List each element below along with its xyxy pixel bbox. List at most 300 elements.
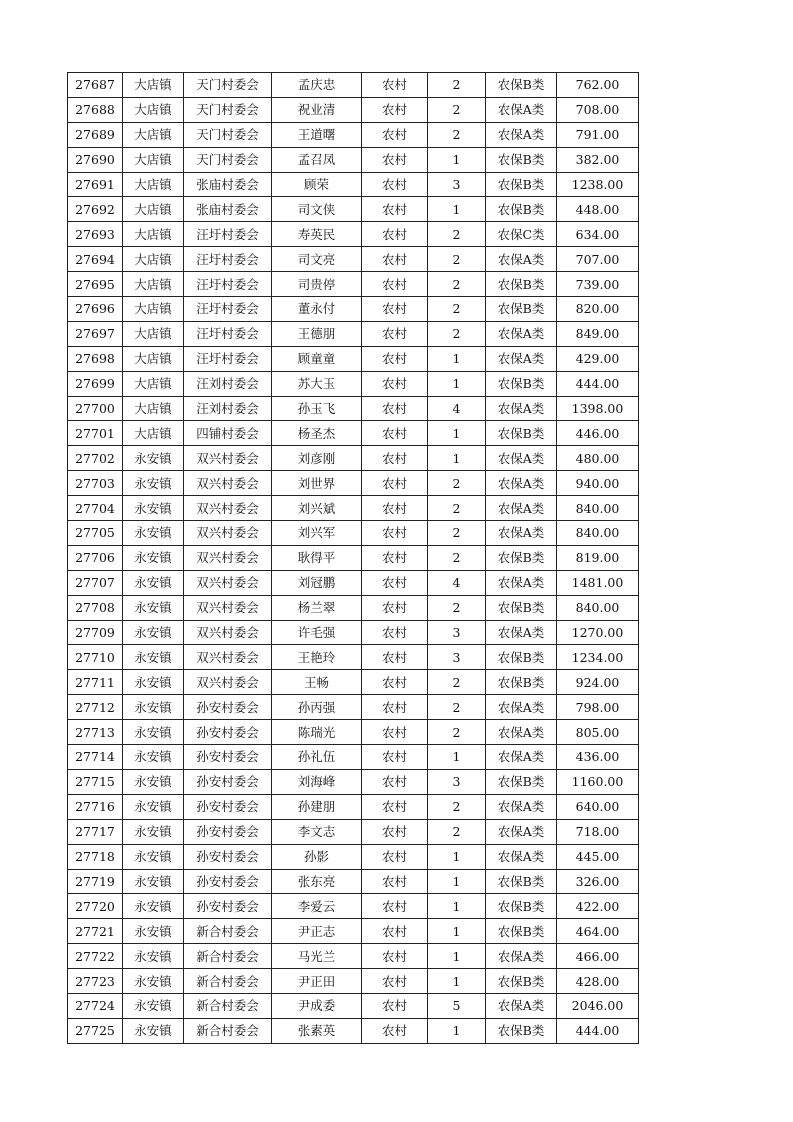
table-row [68, 172, 639, 197]
person-name-cell: 寿英民 [272, 222, 362, 247]
village-cell: 双兴村委会 [184, 570, 272, 595]
insurance-class-cell: 农保A类 [486, 944, 557, 969]
household-count-cell: 2 [428, 97, 486, 122]
area-type-cell: 农村 [362, 222, 428, 247]
amount-cell: 382.00 [557, 147, 639, 172]
person-name-cell: 孙建朋 [272, 794, 362, 819]
village-cell: 汪圩村委会 [184, 297, 272, 322]
town-cell: 永安镇 [123, 595, 184, 620]
area-type-cell: 农村 [362, 197, 428, 222]
table-row [68, 545, 639, 570]
amount-cell: 708.00 [557, 97, 639, 122]
town-cell: 大店镇 [123, 297, 184, 322]
household-count-cell: 1 [428, 844, 486, 869]
insurance-class-cell: 农保A类 [486, 521, 557, 546]
area-type-cell: 农村 [362, 794, 428, 819]
amount-cell: 1234.00 [557, 645, 639, 670]
row-id-cell: 27689 [68, 122, 123, 147]
row-id-cell: 27723 [68, 969, 123, 994]
village-cell: 孙安村委会 [184, 869, 272, 894]
insurance-class-cell: 农保B类 [486, 1018, 557, 1043]
row-id-cell: 27722 [68, 944, 123, 969]
table-row [68, 769, 639, 794]
amount-cell: 924.00 [557, 670, 639, 695]
insurance-class-cell: 农保A类 [486, 446, 557, 471]
person-name-cell: 王道曙 [272, 122, 362, 147]
row-id-cell: 27690 [68, 147, 123, 172]
village-cell: 新合村委会 [184, 993, 272, 1018]
person-name-cell: 刘兴斌 [272, 496, 362, 521]
amount-cell: 819.00 [557, 545, 639, 570]
area-type-cell: 农村 [362, 297, 428, 322]
table-row [68, 321, 639, 346]
insurance-class-cell: 农保B类 [486, 894, 557, 919]
amount-cell: 428.00 [557, 969, 639, 994]
person-name-cell: 司贵停 [272, 272, 362, 297]
town-cell: 大店镇 [123, 321, 184, 346]
household-count-cell: 3 [428, 620, 486, 645]
amount-cell: 436.00 [557, 745, 639, 770]
insurance-class-cell: 农保A类 [486, 496, 557, 521]
town-cell: 永安镇 [123, 844, 184, 869]
insurance-class-cell: 农保A类 [486, 720, 557, 745]
amount-cell: 840.00 [557, 496, 639, 521]
village-cell: 汪圩村委会 [184, 346, 272, 371]
amount-cell: 805.00 [557, 720, 639, 745]
amount-cell: 640.00 [557, 794, 639, 819]
town-cell: 永安镇 [123, 446, 184, 471]
table-row [68, 745, 639, 770]
person-name-cell: 孙影 [272, 844, 362, 869]
household-count-cell: 2 [428, 670, 486, 695]
household-count-cell: 2 [428, 297, 486, 322]
table-row [68, 222, 639, 247]
household-count-cell: 1 [428, 446, 486, 471]
table-row [68, 894, 639, 919]
town-cell: 永安镇 [123, 794, 184, 819]
table-row [68, 346, 639, 371]
village-cell: 双兴村委会 [184, 595, 272, 620]
person-name-cell: 杨圣杰 [272, 421, 362, 446]
table-row [68, 122, 639, 147]
amount-cell: 464.00 [557, 919, 639, 944]
amount-cell: 940.00 [557, 471, 639, 496]
household-count-cell: 1 [428, 147, 486, 172]
amount-cell: 1481.00 [557, 570, 639, 595]
insurance-class-cell: 农保B类 [486, 869, 557, 894]
person-name-cell: 顾荣 [272, 172, 362, 197]
area-type-cell: 农村 [362, 521, 428, 546]
person-name-cell: 刘冠鹏 [272, 570, 362, 595]
town-cell: 永安镇 [123, 819, 184, 844]
amount-cell: 2046.00 [557, 993, 639, 1018]
village-cell: 张庙村委会 [184, 172, 272, 197]
table-row [68, 844, 639, 869]
insurance-class-cell: 农保A类 [486, 745, 557, 770]
insurance-class-cell: 农保A类 [486, 321, 557, 346]
table-row [68, 570, 639, 595]
area-type-cell: 农村 [362, 371, 428, 396]
household-count-cell: 2 [428, 73, 486, 98]
person-name-cell: 张素英 [272, 1018, 362, 1043]
area-type-cell: 农村 [362, 944, 428, 969]
town-cell: 大店镇 [123, 346, 184, 371]
amount-cell: 739.00 [557, 272, 639, 297]
area-type-cell: 农村 [362, 894, 428, 919]
household-count-cell: 1 [428, 197, 486, 222]
village-cell: 双兴村委会 [184, 645, 272, 670]
insurance-class-cell: 农保A类 [486, 97, 557, 122]
town-cell: 大店镇 [123, 247, 184, 272]
amount-cell: 849.00 [557, 321, 639, 346]
household-count-cell: 1 [428, 1018, 486, 1043]
household-count-cell: 2 [428, 122, 486, 147]
row-id-cell: 27717 [68, 819, 123, 844]
row-id-cell: 27712 [68, 695, 123, 720]
household-count-cell: 3 [428, 769, 486, 794]
row-id-cell: 27713 [68, 720, 123, 745]
row-id-cell: 27695 [68, 272, 123, 297]
household-count-cell: 2 [428, 496, 486, 521]
table-row [68, 944, 639, 969]
person-name-cell: 刘海峰 [272, 769, 362, 794]
insurance-class-cell: 农保B类 [486, 919, 557, 944]
row-id-cell: 27701 [68, 421, 123, 446]
row-id-cell: 27697 [68, 321, 123, 346]
row-id-cell: 27705 [68, 521, 123, 546]
person-name-cell: 孙礼伍 [272, 745, 362, 770]
table-row [68, 73, 639, 98]
table-row [68, 446, 639, 471]
village-cell: 孙安村委会 [184, 794, 272, 819]
amount-cell: 444.00 [557, 371, 639, 396]
person-name-cell: 司文亮 [272, 247, 362, 272]
village-cell: 孙安村委会 [184, 844, 272, 869]
household-count-cell: 1 [428, 944, 486, 969]
row-id-cell: 27716 [68, 794, 123, 819]
town-cell: 永安镇 [123, 471, 184, 496]
person-name-cell: 李爱云 [272, 894, 362, 919]
person-name-cell: 陈瑞光 [272, 720, 362, 745]
town-cell: 大店镇 [123, 172, 184, 197]
table-row [68, 794, 639, 819]
insurance-class-cell: 农保B类 [486, 272, 557, 297]
town-cell: 大店镇 [123, 396, 184, 421]
area-type-cell: 农村 [362, 670, 428, 695]
village-cell: 双兴村委会 [184, 496, 272, 521]
village-cell: 双兴村委会 [184, 521, 272, 546]
village-cell: 新合村委会 [184, 944, 272, 969]
insurance-class-cell: 农保B类 [486, 73, 557, 98]
area-type-cell: 农村 [362, 471, 428, 496]
table-row [68, 247, 639, 272]
village-cell: 天门村委会 [184, 147, 272, 172]
village-cell: 汪圩村委会 [184, 247, 272, 272]
insurance-class-cell: 农保B类 [486, 197, 557, 222]
table-row [68, 371, 639, 396]
person-name-cell: 杨兰翠 [272, 595, 362, 620]
household-count-cell: 1 [428, 869, 486, 894]
table-row [68, 620, 639, 645]
area-type-cell: 农村 [362, 247, 428, 272]
area-type-cell: 农村 [362, 595, 428, 620]
person-name-cell: 董永付 [272, 297, 362, 322]
person-name-cell: 耿得平 [272, 545, 362, 570]
village-cell: 孙安村委会 [184, 894, 272, 919]
insurance-class-cell: 农保B类 [486, 645, 557, 670]
town-cell: 永安镇 [123, 496, 184, 521]
area-type-cell: 农村 [362, 346, 428, 371]
village-cell: 汪圩村委会 [184, 222, 272, 247]
row-id-cell: 27725 [68, 1018, 123, 1043]
table-row [68, 720, 639, 745]
table-row [68, 97, 639, 122]
village-cell: 汪圩村委会 [184, 272, 272, 297]
table-row [68, 993, 639, 1018]
household-count-cell: 2 [428, 819, 486, 844]
area-type-cell: 农村 [362, 695, 428, 720]
town-cell: 永安镇 [123, 720, 184, 745]
village-cell: 孙安村委会 [184, 720, 272, 745]
amount-cell: 466.00 [557, 944, 639, 969]
table-row [68, 297, 639, 322]
town-cell: 永安镇 [123, 869, 184, 894]
household-count-cell: 4 [428, 396, 486, 421]
row-id-cell: 27718 [68, 844, 123, 869]
person-name-cell: 张东亮 [272, 869, 362, 894]
village-cell: 四铺村委会 [184, 421, 272, 446]
area-type-cell: 农村 [362, 97, 428, 122]
amount-cell: 798.00 [557, 695, 639, 720]
area-type-cell: 农村 [362, 321, 428, 346]
town-cell: 永安镇 [123, 545, 184, 570]
area-type-cell: 农村 [362, 620, 428, 645]
person-name-cell: 祝业清 [272, 97, 362, 122]
table-row [68, 969, 639, 994]
table-row [68, 521, 639, 546]
amount-cell: 480.00 [557, 446, 639, 471]
household-count-cell: 1 [428, 894, 486, 919]
amount-cell: 326.00 [557, 869, 639, 894]
insurance-class-cell: 农保A类 [486, 620, 557, 645]
household-count-cell: 1 [428, 969, 486, 994]
amount-cell: 448.00 [557, 197, 639, 222]
row-id-cell: 27692 [68, 197, 123, 222]
household-count-cell: 2 [428, 695, 486, 720]
household-count-cell: 2 [428, 521, 486, 546]
row-id-cell: 27714 [68, 745, 123, 770]
table-row [68, 819, 639, 844]
amount-cell: 791.00 [557, 122, 639, 147]
table-row [68, 471, 639, 496]
household-count-cell: 1 [428, 346, 486, 371]
household-count-cell: 2 [428, 720, 486, 745]
area-type-cell: 农村 [362, 570, 428, 595]
town-cell: 永安镇 [123, 769, 184, 794]
town-cell: 大店镇 [123, 222, 184, 247]
village-cell: 汪刘村委会 [184, 371, 272, 396]
household-count-cell: 1 [428, 745, 486, 770]
amount-cell: 1398.00 [557, 396, 639, 421]
insurance-class-cell: 农保B类 [486, 371, 557, 396]
person-name-cell: 苏大玉 [272, 371, 362, 396]
row-id-cell: 27710 [68, 645, 123, 670]
household-count-cell: 1 [428, 371, 486, 396]
table-row [68, 869, 639, 894]
person-name-cell: 刘兴军 [272, 521, 362, 546]
table-row [68, 695, 639, 720]
household-count-cell: 5 [428, 993, 486, 1018]
village-cell: 双兴村委会 [184, 545, 272, 570]
town-cell: 永安镇 [123, 695, 184, 720]
insurance-class-cell: 农保A类 [486, 396, 557, 421]
insurance-class-cell: 农保A类 [486, 794, 557, 819]
records-table [67, 72, 639, 1044]
insurance-class-cell: 农保B类 [486, 670, 557, 695]
insurance-class-cell: 农保C类 [486, 222, 557, 247]
area-type-cell: 农村 [362, 421, 428, 446]
village-cell: 新合村委会 [184, 919, 272, 944]
household-count-cell: 2 [428, 471, 486, 496]
insurance-class-cell: 农保B类 [486, 595, 557, 620]
area-type-cell: 农村 [362, 720, 428, 745]
table-row [68, 670, 639, 695]
amount-cell: 1270.00 [557, 620, 639, 645]
person-name-cell: 司文侠 [272, 197, 362, 222]
insurance-class-cell: 农保B类 [486, 421, 557, 446]
insurance-class-cell: 农保A类 [486, 122, 557, 147]
household-count-cell: 1 [428, 421, 486, 446]
town-cell: 永安镇 [123, 993, 184, 1018]
area-type-cell: 农村 [362, 147, 428, 172]
amount-cell: 840.00 [557, 521, 639, 546]
table-row [68, 147, 639, 172]
town-cell: 大店镇 [123, 73, 184, 98]
row-id-cell: 27721 [68, 919, 123, 944]
insurance-class-cell: 农保B类 [486, 769, 557, 794]
village-cell: 新合村委会 [184, 1018, 272, 1043]
row-id-cell: 27720 [68, 894, 123, 919]
area-type-cell: 农村 [362, 496, 428, 521]
area-type-cell: 农村 [362, 745, 428, 770]
person-name-cell: 顾童童 [272, 346, 362, 371]
town-cell: 大店镇 [123, 421, 184, 446]
household-count-cell: 1 [428, 919, 486, 944]
area-type-cell: 农村 [362, 272, 428, 297]
person-name-cell: 尹正志 [272, 919, 362, 944]
village-cell: 双兴村委会 [184, 446, 272, 471]
amount-cell: 446.00 [557, 421, 639, 446]
row-id-cell: 27707 [68, 570, 123, 595]
household-count-cell: 2 [428, 794, 486, 819]
village-cell: 双兴村委会 [184, 670, 272, 695]
person-name-cell: 李文志 [272, 819, 362, 844]
person-name-cell: 王艳玲 [272, 645, 362, 670]
amount-cell: 762.00 [557, 73, 639, 98]
insurance-class-cell: 农保A类 [486, 819, 557, 844]
village-cell: 孙安村委会 [184, 819, 272, 844]
village-cell: 天门村委会 [184, 97, 272, 122]
insurance-class-cell: 农保A类 [486, 471, 557, 496]
person-name-cell: 孟庆忠 [272, 73, 362, 98]
household-count-cell: 2 [428, 222, 486, 247]
person-name-cell: 刘彦刚 [272, 446, 362, 471]
village-cell: 天门村委会 [184, 73, 272, 98]
village-cell: 孙安村委会 [184, 769, 272, 794]
amount-cell: 840.00 [557, 595, 639, 620]
area-type-cell: 农村 [362, 396, 428, 421]
area-type-cell: 农村 [362, 172, 428, 197]
row-id-cell: 27708 [68, 595, 123, 620]
person-name-cell: 孙玉飞 [272, 396, 362, 421]
table-row [68, 496, 639, 521]
table-row [68, 1018, 639, 1043]
row-id-cell: 27704 [68, 496, 123, 521]
person-name-cell: 孙丙强 [272, 695, 362, 720]
village-cell: 天门村委会 [184, 122, 272, 147]
row-id-cell: 27719 [68, 869, 123, 894]
amount-cell: 1238.00 [557, 172, 639, 197]
amount-cell: 820.00 [557, 297, 639, 322]
town-cell: 大店镇 [123, 197, 184, 222]
person-name-cell: 王畅 [272, 670, 362, 695]
insurance-class-cell: 农保A类 [486, 844, 557, 869]
row-id-cell: 27711 [68, 670, 123, 695]
insurance-class-cell: 农保B类 [486, 969, 557, 994]
household-count-cell: 3 [428, 172, 486, 197]
row-id-cell: 27691 [68, 172, 123, 197]
row-id-cell: 27694 [68, 247, 123, 272]
person-name-cell: 刘世界 [272, 471, 362, 496]
insurance-class-cell: 农保A类 [486, 570, 557, 595]
table-row [68, 421, 639, 446]
town-cell: 永安镇 [123, 969, 184, 994]
area-type-cell: 农村 [362, 73, 428, 98]
village-cell: 双兴村委会 [184, 471, 272, 496]
town-cell: 永安镇 [123, 919, 184, 944]
table-row [68, 919, 639, 944]
row-id-cell: 27699 [68, 371, 123, 396]
village-cell: 张庙村委会 [184, 197, 272, 222]
table-row [68, 595, 639, 620]
town-cell: 永安镇 [123, 944, 184, 969]
household-count-cell: 2 [428, 247, 486, 272]
table-row [68, 197, 639, 222]
household-count-cell: 4 [428, 570, 486, 595]
town-cell: 大店镇 [123, 371, 184, 396]
amount-cell: 1160.00 [557, 769, 639, 794]
town-cell: 永安镇 [123, 745, 184, 770]
area-type-cell: 农村 [362, 919, 428, 944]
person-name-cell: 许毛强 [272, 620, 362, 645]
records-table-body [68, 73, 639, 1044]
row-id-cell: 27687 [68, 73, 123, 98]
town-cell: 大店镇 [123, 272, 184, 297]
town-cell: 永安镇 [123, 521, 184, 546]
household-count-cell: 2 [428, 321, 486, 346]
row-id-cell: 27706 [68, 545, 123, 570]
insurance-class-cell: 农保A类 [486, 346, 557, 371]
table-row [68, 396, 639, 421]
row-id-cell: 27724 [68, 993, 123, 1018]
person-name-cell: 尹正田 [272, 969, 362, 994]
table-row [68, 645, 639, 670]
row-id-cell: 27709 [68, 620, 123, 645]
row-id-cell: 27698 [68, 346, 123, 371]
village-cell: 新合村委会 [184, 969, 272, 994]
town-cell: 永安镇 [123, 570, 184, 595]
town-cell: 永安镇 [123, 894, 184, 919]
